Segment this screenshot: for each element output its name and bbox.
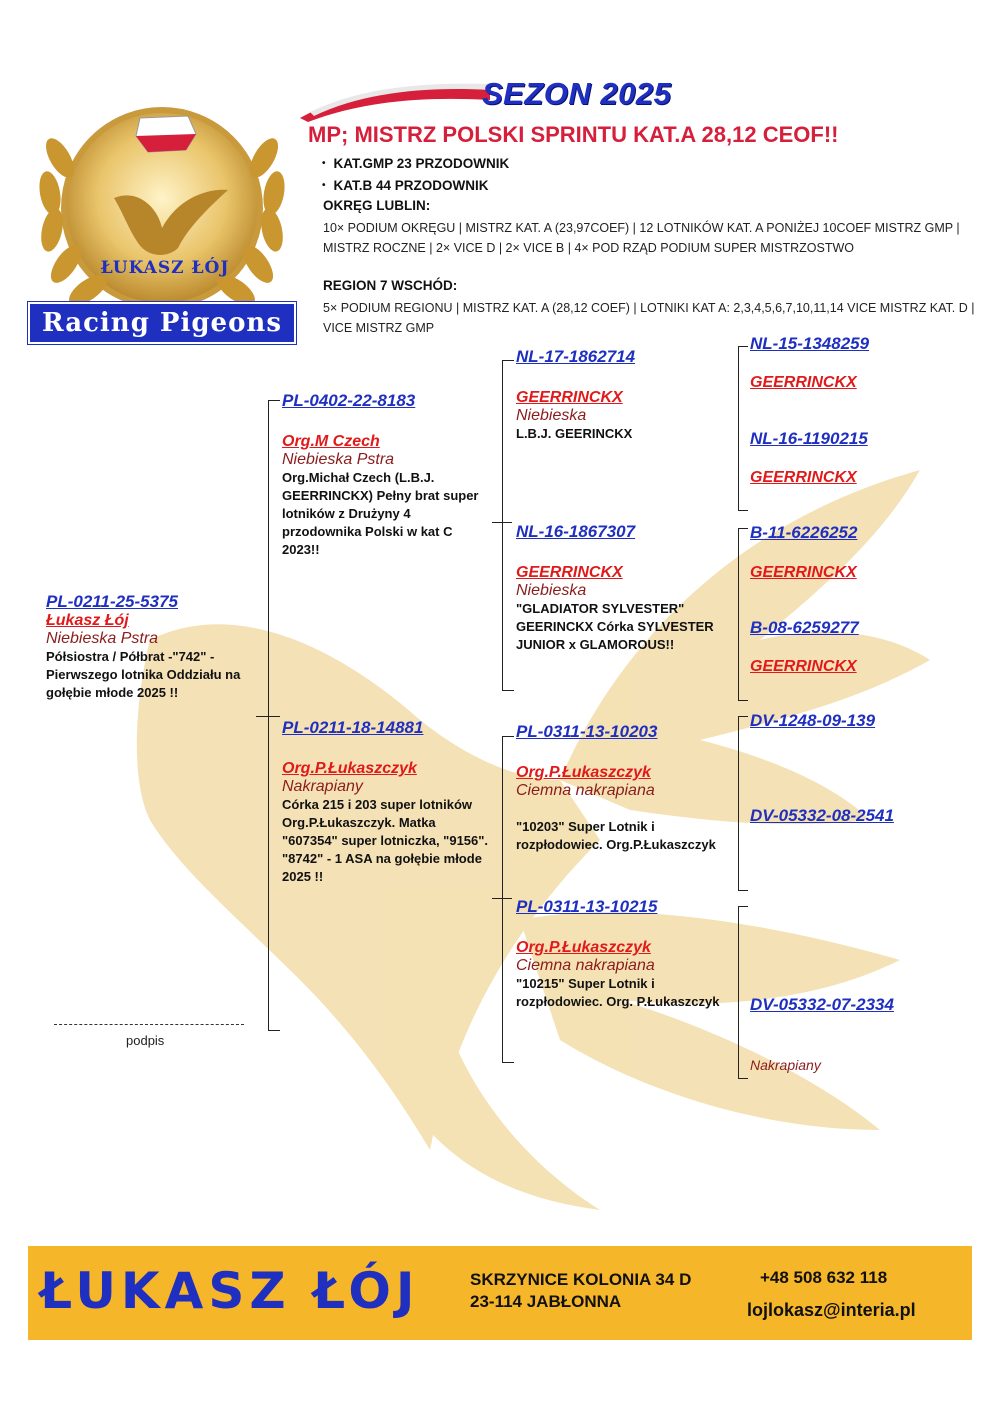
pigeon-ring-number[interactable]: B-08-6259277 [750,618,859,637]
pigeon-owner: Org.M Czech [282,433,380,450]
pigeon-owner: Org.P.Łukaszczyk [516,764,651,781]
pedigree-sire-dam [516,522,734,654]
pigeon-owner: GEERRINCKX [516,389,623,406]
region-achievements: 10× PODIUM OKRĘGU | MISTRZ KAT. A (23,97COEF) | 12 LOTNIKÓW KAT. A PONIŻEJ 10COEF MISTRZ GMP | MISTRZ ROCZNE | 2× VICE D | 2× VICE B | 4× POD RZĄD PODIUM SUPER MISTRZOSTWO [323,221,960,255]
pigeon-owner: GEERRINCKX [516,564,623,581]
footer-address-line: 23-114 JABŁONNA [470,1292,622,1311]
pigeon-description: Półsiostra / Półbrat -"742" - Pierwszego lotnika Oddziału na gołębie młode 2025 !! [46,649,241,700]
pigeon-description: Córka 215 i 203 super lotników Org.P.Łukaszczyk. Matka "607354" super lotniczka, "9156". "8742" - 1 ASA na gołębie młode 2025 !! [282,797,489,884]
pigeon-ring-number[interactable]: B-11-6226252 [750,523,858,542]
connector [738,716,739,890]
connector [268,1030,280,1031]
connector [268,400,280,401]
connector [492,898,512,899]
connector [492,522,512,523]
pedigree-sire [282,391,492,559]
pigeon-color: Niebieska Pstra [282,451,395,468]
logo-banner: Racing Pigeons [28,302,296,344]
pigeon-owner: Org.P.Łukaszczyk [282,760,417,777]
pigeon-description: L.B.J. GEERINCKX [516,426,633,441]
pigeon-description: "10203" Super Lotnik i rozpłodowiec. Org.P.Łukaszczyk [516,819,716,852]
pigeon-owner: GEERRINCKX [750,374,857,391]
connector [738,346,739,510]
connector [502,736,514,737]
pedigree-dam [282,718,492,886]
connector [502,690,514,691]
pigeon-owner: GEERRINCKX [750,564,857,581]
connector [738,1078,748,1079]
footer-phone[interactable]: +48 508 632 118 [760,1268,888,1287]
connector [502,360,514,361]
pigeon-ring-number[interactable]: PL-0311-13-10215 [516,897,658,916]
achievement-bullet: • KAT.B 44 PRZODOWNIK [322,178,489,193]
connector [738,906,748,907]
pigeon-ring-number[interactable]: NL-17-1862714 [516,347,636,366]
pigeon-ring-number[interactable]: PL-0211-25-5375 [46,592,178,611]
pigeon-owner: Łukasz Łój [46,612,129,629]
pedigree-sire-sire [516,347,734,443]
pigeon-ring-number[interactable]: PL-0402-22-8183 [282,391,416,410]
footer-breeder-name: ŁUKASZ ŁÓJ [40,1262,420,1320]
pigeon-owner: GEERRINCKX [750,658,857,675]
pigeon-description: "10215" Super Lotnik i rozpłodowiec. Org. P.Łukaszczyk [516,976,720,1009]
pigeon-owner: Org.P.Łukaszczyk [516,939,651,956]
pigeon-color: Niebieska Pstra [46,630,159,647]
pigeon-color: Nakrapiany [750,1057,821,1073]
pigeon-ring-number[interactable]: PL-0211-18-14881 [282,718,424,737]
pigeon-ring-number[interactable]: PL-0311-13-10203 [516,722,658,741]
polish-flag-swoosh-icon [300,82,490,122]
connector [738,890,748,891]
pedigree-subject [46,592,261,702]
connector [502,360,503,690]
connector [738,528,739,700]
pigeon-ring-number[interactable]: NL-15-1348259 [750,334,870,353]
pigeon-ring-number[interactable]: NL-16-1190215 [750,429,868,448]
pedigree-dam-sire [516,722,734,854]
pigeon-ring-number[interactable]: DV-05332-07-2334 [750,995,894,1014]
achievement-bullet: • KAT.GMP 23 PRZODOWNIK [322,156,509,171]
pigeon-description: "GLADIATOR SYLVESTER" GEERINCKX Córka SYLVESTER JUNIOR x GLAMOROUS!! [516,601,714,652]
pigeon-color: Ciemna nakrapiana [516,957,655,974]
region-achievements: 5× PODIUM REGIONU | MISTRZ KAT. A (28,12 COEF) | LOTNIKI KAT A: 2,3,4,5,6,7,10,11,14 VICE MISTRZ KAT. D | VICE MISTRZ GMP [323,301,975,335]
connector [738,906,739,1078]
connector [738,346,748,347]
footer-address-line: SKRZYNICE KOLONIA 34 D [470,1270,692,1289]
pigeon-color: Niebieska [516,582,587,599]
connector [738,528,748,529]
connector [502,1062,514,1063]
pigeon-ring-number[interactable]: DV-05332-08-2541 [750,806,894,825]
connector [738,716,748,717]
footer-email[interactable]: lojlokasz@interia.pl [747,1300,916,1320]
connector [738,510,748,511]
pigeon-ring-number[interactable]: DV-1248-09-139 [750,711,876,730]
pigeon-owner: GEERRINCKX [750,469,857,486]
connector [738,700,748,701]
logo-name: ŁUKASZ ŁÓJ [100,258,230,278]
pigeon-color: Nakrapiany [282,778,363,795]
signature-line [54,1024,244,1025]
region-heading: REGION 7 WSCHÓD: [323,278,458,293]
signature-label: podpis [126,1033,165,1048]
region-heading: OKRĘG LUBLIN: [323,198,431,213]
pigeon-color: Niebieska [516,407,587,424]
mp-title: MP; MISTRZ POLSKI SPRINTU KAT.A 28,12 CEOF!! [308,122,839,147]
connector [256,716,280,717]
pedigree-dam-dam [516,897,734,1011]
season-title: SEZON 2025 [482,76,672,111]
connector [268,400,269,1030]
connector [502,736,503,1062]
pigeon-ring-number[interactable]: NL-16-1867307 [516,522,636,541]
pigeon-description: Org.Michał Czech (L.B.J. GEERRINCKX) Pełny brat super lotników z Drużyny 4 przodownika Polski w kat C 2023!! [282,470,479,557]
pigeon-color: Ciemna nakrapiana [516,782,655,799]
